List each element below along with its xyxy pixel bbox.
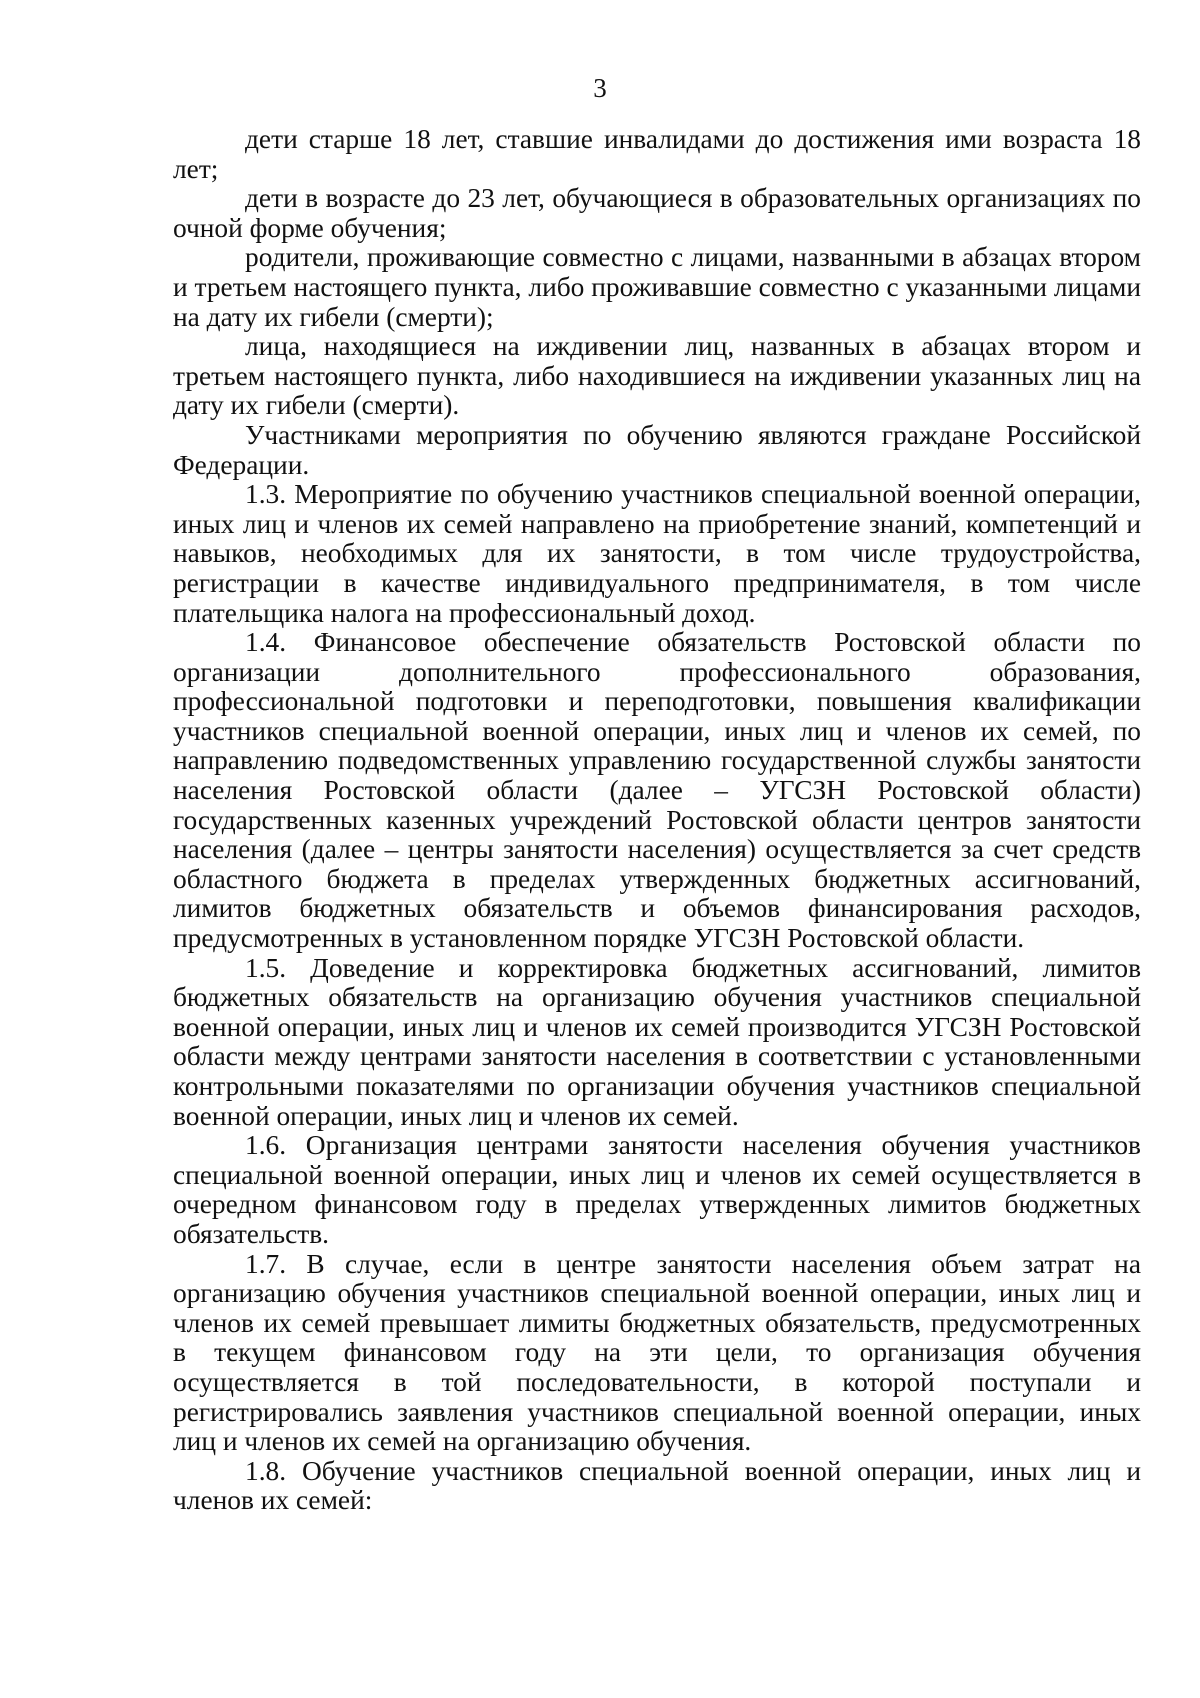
paragraph-parents: родители, проживающие совместно с лицами, названными в абзацах втором и третьем настоящего пункта, либо проживавшие совместно с указанными лицами на дату их гибели (смерти);	[173, 242, 1141, 332]
document-body	[173, 125, 1141, 1516]
paragraph-dependents: лица, находящиеся на иждивении лиц, названных в абзацах втором и третьем настоящего пункта, либо находившиеся на иждивении указанных лиц на дату их гибели (смерти).	[173, 331, 1141, 421]
page-number: 3	[593, 73, 607, 103]
paragraph-children-under-23: дети в возрасте до 23 лет, обучающиеся в образовательных организациях по очной форме обучения;	[173, 183, 1141, 243]
paragraph-1-4: 1.4. Финансовое обеспечение обязательств Ростовской области по организации дополнительного профессионального образования, профессиональной подготовки и переподготовки, повышения квалификации участников специальной военной операции, иных лиц и членов их семей, по направлению подведомственных управлению государственной службы занятости населения Ростовской области (далее – УГСЗН Ростовской области) государственных казенных учреждений Ростовской области центров занятости населения (далее – центры занятости населения) осуществляется за счет средств областного бюджета в пределах утвержденных бюджетных ассигнований, лимитов бюджетных обязательств и объемов финансирования расходов, предусмотренных в установленном порядке УГСЗН Ростовской области.	[173, 627, 1141, 954]
paragraph-participants-citizens: Участниками мероприятия по обучению являются граждане Российской Федерации.	[173, 419, 1141, 480]
paragraph-children-over-18: дети старше 18 лет, ставшие инвалидами до достижения ими возраста 18 лет;	[173, 124, 1141, 184]
paragraph-1-7: 1.7. В случае, если в центре занятости населения объем затрат на организацию обучения участников специальной военной операции, иных лиц и членов их семей превышает лимиты бюджетных обязательств, предусмотренных в текущем финансовом году на эти цели, то организация обучения осуществляется в той последовательности, в которой поступали и регистрировались заявления участников специальной военной операции, иных лиц и членов их семей на организацию обучения.	[173, 1248, 1141, 1457]
paragraph-1-8: 1.8. Обучение участников специальной военной операции, иных лиц и членов их семей:	[173, 1455, 1141, 1516]
paragraph-1-6: 1.6. Организация центрами занятости населения обучения участников специальной военной операции, иных лиц и членов их семей осуществляется в очередном финансовом году в пределах утвержденных лимитов бюджетных обязательств.	[173, 1130, 1141, 1249]
paragraph-1-5: 1.5. Доведение и корректировка бюджетных ассигнований, лимитов бюджетных обязательств на организацию обучения участников специальной военной операции, иных лиц и членов их семей производится УГСЗН Ростовской области между центрами занятости населения в соответствии с установленными контрольными показателями по организации обучения участников специальной военной операции, иных лиц и членов их семей.	[173, 952, 1141, 1131]
paragraph-1-3: 1.3. Мероприятие по обучению участников специальной военной операции, иных лиц и членов их семей направлено на приобретение знаний, компетенций и навыков, необходимых для их занятости, в том числе трудоустройства, регистрации в качестве индивидуального предпринимателя, в том числе плательщика налога на профессиональный доход.	[173, 479, 1141, 628]
